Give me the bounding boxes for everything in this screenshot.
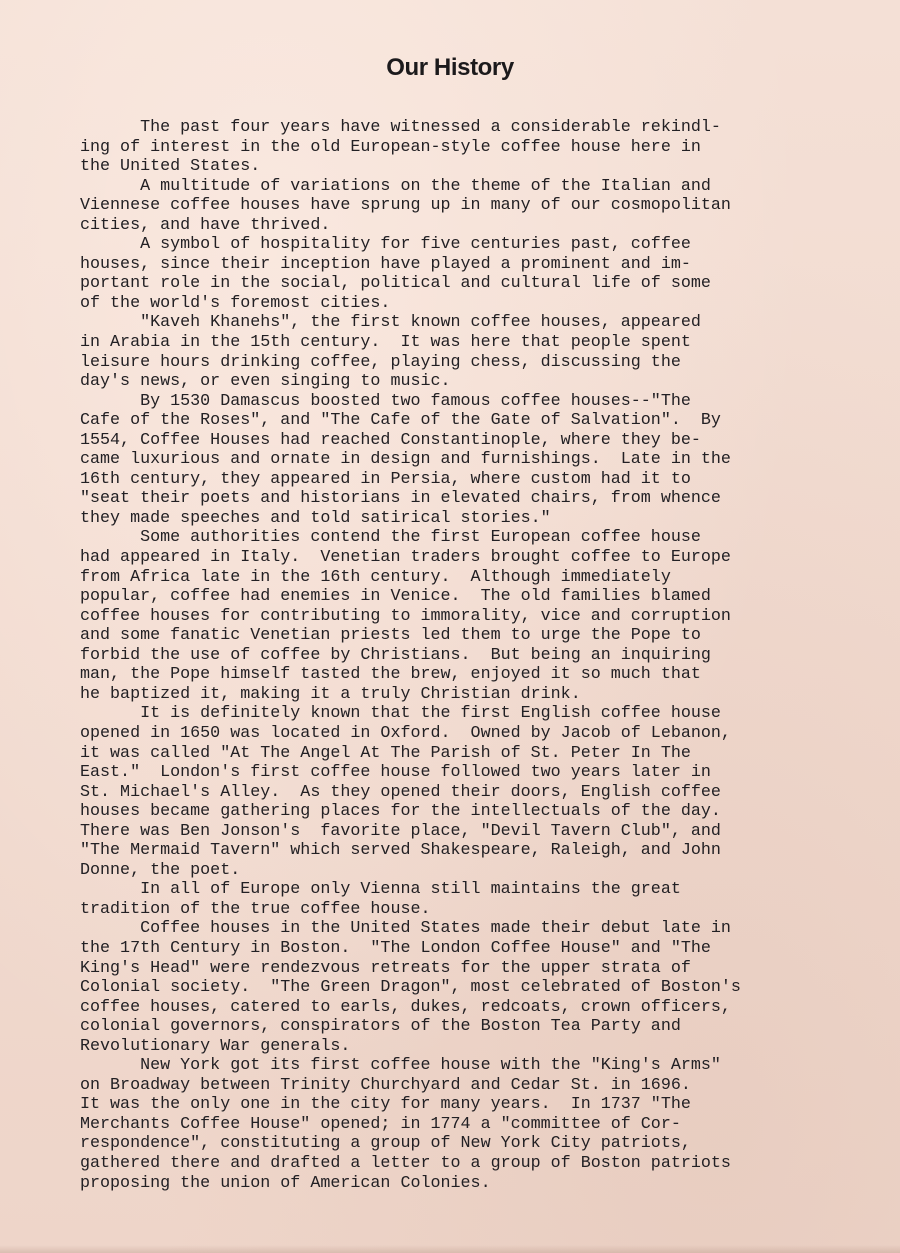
text-line: cities, and have thrived. [80, 215, 331, 235]
text-line: The past four years have witnessed a considerable rekindl- [80, 118, 721, 137]
text-line: gathered there and drafted a letter to a group of Boston patriots [80, 1153, 731, 1173]
text-line: opened in 1650 was located in Oxford. Owned by Jacob of Lebanon, [80, 723, 731, 743]
text-line: colonial governors, conspirators of the Boston Tea Party and [80, 1017, 681, 1037]
text-line: In all of Europe only Vienna still maintains the great [80, 880, 681, 900]
text-line: on Broadway between Trinity Churchyard and Cedar St. in 1696. [80, 1075, 691, 1095]
text-line: St. Michael's Alley. As they opened their doors, English coffee [80, 782, 721, 802]
text-line: portant role in the social, political and cultural life of some [80, 274, 711, 294]
text-line: proposing the union of American Colonies. [80, 1173, 491, 1193]
page-bottom-edge [0, 1245, 900, 1253]
text-line: "seat their poets and historians in elevated chairs, from whence [80, 489, 721, 509]
text-line: 16th century, they appeared in Persia, where custom had it to [80, 469, 691, 489]
text-line: Coffee houses in the United States made their debut late in [80, 919, 731, 939]
text-line: they made speeches and told satirical stories." [80, 508, 551, 528]
text-line: A symbol of hospitality for five centuries past, coffee [80, 235, 691, 255]
text-line: houses became gathering places for the intellectuals of the day. [80, 802, 721, 822]
text-line: Donne, the poet. [80, 860, 241, 880]
text-line: "The Mermaid Tavern" which served Shakespeare, Raleigh, and John [80, 841, 721, 861]
text-line: A multitude of variations on the theme of the Italian and [80, 176, 711, 196]
text-line: It was the only one in the city for many years. In 1737 "The [80, 1095, 691, 1115]
text-line: Revolutionary War generals. [80, 1036, 351, 1056]
text-line: There was Ben Jonson's favorite place, "Devil Tavern Club", and [80, 821, 721, 841]
text-line: and some fanatic Venetian priests led them to urge the Pope to [80, 626, 701, 646]
text-line: New York got its first coffee house with the "King's Arms" [80, 1056, 721, 1076]
text-line: forbid the use of coffee by Christians. But being an inquiring [80, 645, 711, 665]
text-line: respondence", constituting a group of New York City patriots, [80, 1134, 691, 1154]
page-title: Our History [386, 54, 514, 81]
text-line: popular, coffee had enemies in Venice. The old families blamed [80, 587, 711, 607]
text-line: Merchants Coffee House" opened; in 1774 a "committee of Cor- [80, 1114, 681, 1134]
text-line: tradition of the true coffee house. [80, 899, 431, 919]
text-line: Some authorities contend the first European coffee house [80, 528, 701, 548]
text-line: he baptized it, making it a truly Christian drink. [80, 684, 581, 704]
text-line: "Kaveh Khanehs", the first known coffee houses, appeared [80, 313, 701, 333]
text-line: had appeared in Italy. Venetian traders brought coffee to Europe [80, 548, 731, 568]
text-line: houses, since their inception have played a prominent and im- [80, 254, 691, 274]
text-line: Colonial society. "The Green Dragon", most celebrated of Boston's [80, 978, 741, 998]
text-line: King's Head" were rendezvous retreats for the upper strata of [80, 958, 691, 978]
body-text [80, 118, 870, 1193]
text-line: By 1530 Damascus boosted two famous coffee houses--"The [80, 391, 691, 411]
text-line: 1554, Coffee Houses had reached Constantinople, where they be- [80, 430, 701, 450]
text-line: coffee houses, catered to earls, dukes, redcoats, crown officers, [80, 997, 731, 1017]
text-line: the United States. [80, 157, 261, 177]
text-line: it was called "At The Angel At The Parish of St. Peter In The [80, 743, 691, 763]
text-line: ing of interest in the old European-style coffee house here in [80, 137, 701, 157]
text-line: leisure hours drinking coffee, playing chess, discussing the [80, 352, 681, 372]
text-line: East." London's first coffee house followed two years later in [80, 763, 711, 783]
text-line: came luxurious and ornate in design and furnishings. Late in the [80, 450, 731, 470]
text-line: Viennese coffee houses have sprung up in many of our cosmopolitan [80, 196, 731, 216]
text-line: the 17th Century in Boston. "The London Coffee House" and "The [80, 938, 711, 958]
text-line: coffee houses for contributing to immorality, vice and corruption [80, 606, 731, 626]
text-line: in Arabia in the 15th century. It was here that people spent [80, 333, 691, 353]
text-line: It is definitely known that the first English coffee house [80, 704, 721, 724]
text-line: from Africa late in the 16th century. Although immediately [80, 567, 671, 587]
text-line: day's news, or even singing to music. [80, 372, 451, 392]
text-line: man, the Pope himself tasted the brew, enjoyed it so much that [80, 665, 701, 685]
text-line: of the world's foremost cities. [80, 293, 391, 313]
text-line: Cafe of the Roses", and "The Cafe of the Gate of Salvation". By [80, 411, 721, 431]
